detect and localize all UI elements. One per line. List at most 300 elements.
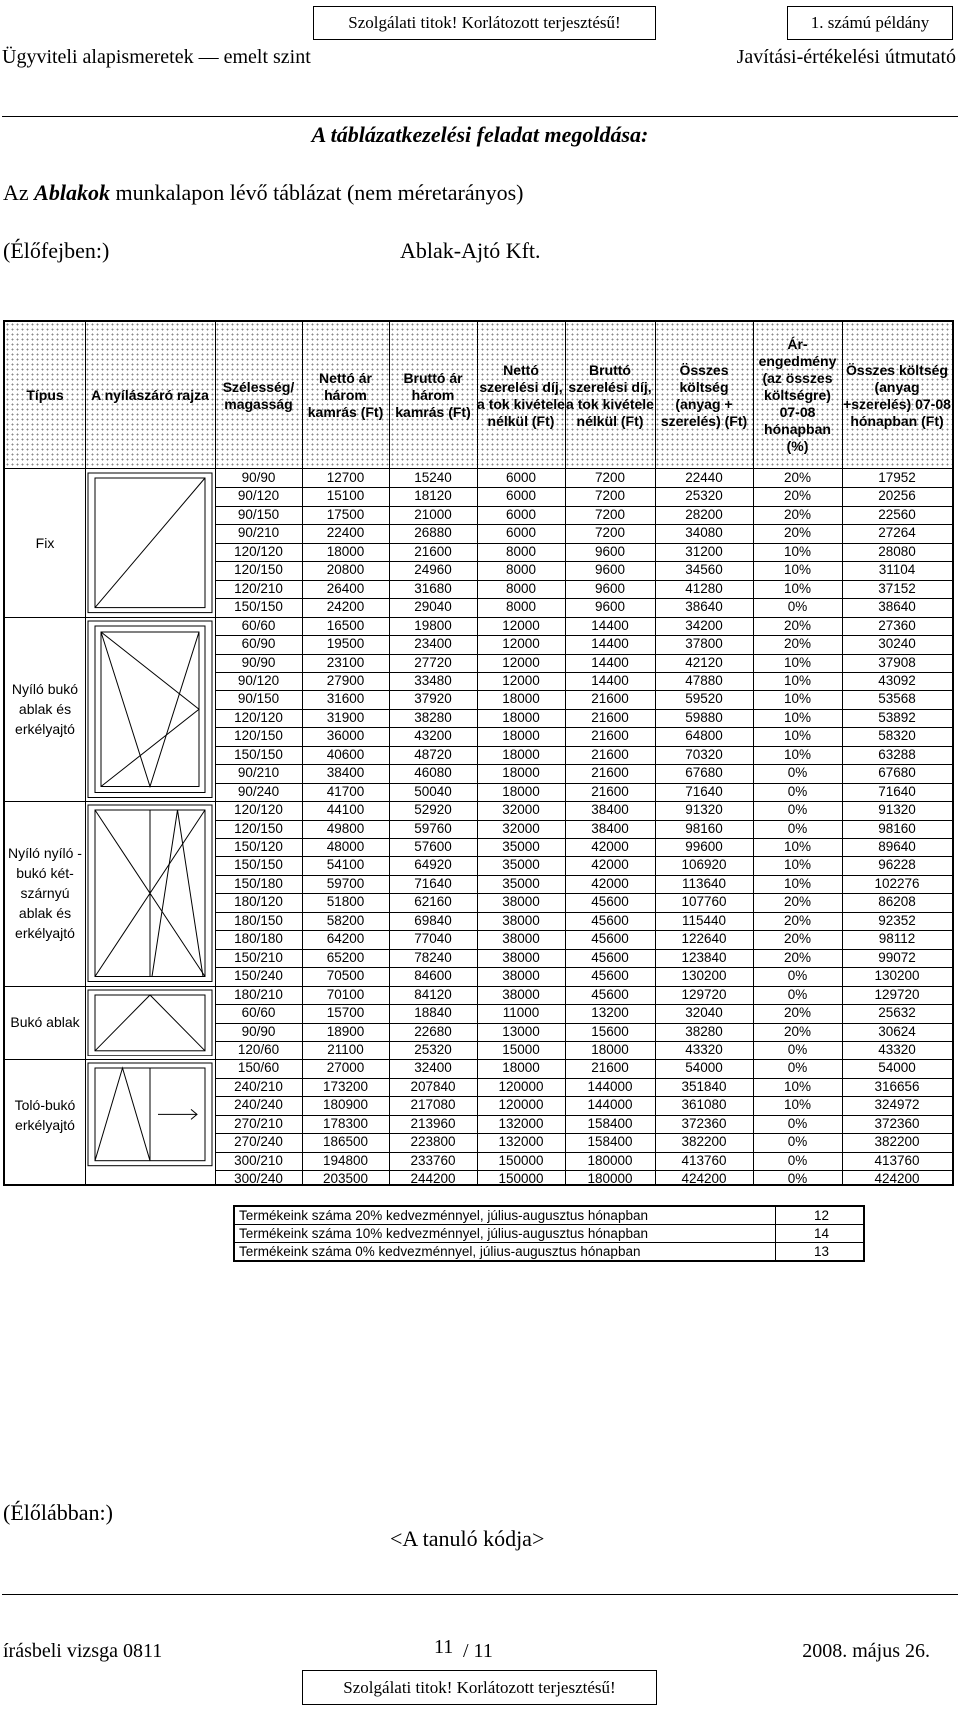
table-cell: 21600 bbox=[591, 728, 629, 744]
table-cell: 28080 bbox=[878, 543, 916, 559]
table-cell: 51800 bbox=[326, 894, 365, 910]
table-cell: 150/150 bbox=[234, 599, 283, 615]
table-cell: 413760 bbox=[874, 1152, 920, 1168]
fixed-window-drawing bbox=[87, 472, 213, 614]
table-cell: 9600 bbox=[594, 543, 626, 559]
table-cell: 0% bbox=[787, 1115, 808, 1131]
table-cell: 42000 bbox=[591, 875, 629, 891]
table-cell: 38400 bbox=[591, 802, 629, 818]
table-cell: 38280 bbox=[414, 709, 452, 725]
table-cell: 42000 bbox=[591, 839, 629, 854]
table-cell: 270/210 bbox=[234, 1115, 283, 1131]
table-cell: 37908 bbox=[878, 654, 916, 670]
table-cell: 32400 bbox=[414, 1060, 452, 1076]
table-cell: 6000 bbox=[505, 470, 537, 485]
table-cell: 38000 bbox=[502, 968, 540, 984]
table-cell: 86208 bbox=[878, 894, 916, 910]
table-cell: 63288 bbox=[878, 746, 916, 762]
table-cell: 16500 bbox=[326, 617, 365, 633]
table-cell: 64920 bbox=[414, 857, 452, 873]
table-cell: 12000 bbox=[502, 617, 540, 633]
table-cell: 107760 bbox=[681, 894, 727, 910]
task-title: A táblázatkezelési feladat megoldása: bbox=[311, 122, 649, 147]
table-cell: 6000 bbox=[505, 506, 537, 522]
summary-value: 12 bbox=[775, 1207, 867, 1225]
table-cell: 180/120 bbox=[234, 894, 283, 910]
table-cell: 20% bbox=[783, 1023, 812, 1039]
table-cell: 21100 bbox=[327, 1041, 364, 1057]
table-cell: 22440 bbox=[685, 470, 723, 485]
table-cell: 130200 bbox=[681, 968, 727, 984]
table-cell: 21600 bbox=[591, 1060, 629, 1076]
table-cell: 46080 bbox=[414, 765, 452, 781]
table-cell: 38640 bbox=[685, 599, 723, 615]
table-cell: 18000 bbox=[502, 691, 540, 707]
table-cell: 23100 bbox=[326, 654, 365, 670]
table-cell: 90/90 bbox=[241, 654, 276, 670]
table-cell: 17952 bbox=[878, 470, 916, 485]
table-cell: 52920 bbox=[414, 802, 452, 818]
table-cell: 0% bbox=[787, 783, 808, 799]
table-cell: 34080 bbox=[685, 525, 723, 541]
footer-label: (Élőlábban:) bbox=[3, 1500, 113, 1525]
table-cell: 203500 bbox=[322, 1171, 369, 1187]
table-cell: 424200 bbox=[681, 1171, 727, 1187]
table-cell: 12000 bbox=[502, 636, 540, 652]
table-cell: 27000 bbox=[326, 1060, 365, 1076]
table-cell: 35000 bbox=[502, 839, 540, 854]
table-cell: 31900 bbox=[326, 709, 365, 725]
table-cell: 144000 bbox=[587, 1097, 633, 1113]
table-cell: 20% bbox=[783, 894, 812, 910]
table-cell: 71640 bbox=[685, 783, 723, 799]
table-cell: 21600 bbox=[591, 746, 629, 762]
table-cell: 31680 bbox=[414, 580, 452, 596]
table-cell: 132000 bbox=[498, 1115, 544, 1131]
table-cell: 78240 bbox=[414, 949, 452, 965]
type-label: Nyíló nyíló -bukó két-szárnyú ablak és erkélyajtó bbox=[8, 845, 82, 942]
table-cell: 0% bbox=[787, 968, 808, 984]
table-cell: 10% bbox=[783, 1097, 812, 1113]
table-cell: 37152 bbox=[878, 580, 916, 596]
table-cell: 70500 bbox=[326, 968, 365, 984]
table-cell: 15000 bbox=[502, 1041, 540, 1057]
table-cell: 120/120 bbox=[234, 802, 283, 818]
table-cell: 27720 bbox=[414, 654, 452, 670]
table-cell: 53892 bbox=[878, 709, 916, 725]
summary-row bbox=[235, 1207, 863, 1225]
column-header: Ár-engedmény (az összes költségre) 07-08 hónapban (%) bbox=[758, 336, 837, 454]
header-rule bbox=[2, 116, 958, 117]
table-cell: 42120 bbox=[685, 654, 723, 670]
table-cell: 77040 bbox=[414, 931, 452, 947]
table-cell: 180/180 bbox=[234, 931, 283, 947]
table-cell: 178300 bbox=[322, 1115, 369, 1131]
table-cell: 48720 bbox=[414, 746, 452, 762]
table-cell: 10% bbox=[783, 875, 812, 891]
table-cell: 6000 bbox=[505, 488, 537, 504]
table-cell: 300/210 bbox=[234, 1152, 283, 1168]
table-cell: 14400 bbox=[591, 617, 629, 633]
summary-label: Termékeink száma 20% kedvezménnyel, július-augusztus hónapban bbox=[239, 1208, 648, 1223]
table-cell: 10% bbox=[783, 562, 812, 578]
column-header: Bruttó szerelési díj, a tok kivétele nélkül (Ft) bbox=[566, 361, 654, 429]
table-cell: 10% bbox=[783, 543, 812, 559]
table-cell: 13000 bbox=[502, 1023, 540, 1039]
table-cell: 31200 bbox=[685, 543, 723, 559]
table-cell: 37920 bbox=[414, 691, 452, 707]
table-cell: 0% bbox=[787, 986, 808, 1002]
subject-title: Ügyviteli alapismeretek — emelt szint bbox=[2, 46, 311, 68]
table-cell: 18000 bbox=[502, 709, 540, 725]
table-cell: 150/210 bbox=[234, 949, 283, 965]
table-cell: 14400 bbox=[591, 654, 629, 670]
table-cell: 24200 bbox=[326, 599, 365, 615]
table-cell: 7200 bbox=[594, 488, 626, 504]
table-cell: 70100 bbox=[326, 986, 365, 1002]
table-cell: 99072 bbox=[878, 949, 916, 965]
sliding-door-drawing bbox=[87, 1062, 213, 1167]
table-cell: 26400 bbox=[326, 580, 365, 596]
table-cell: 98160 bbox=[685, 820, 723, 836]
table-cell: 18000 bbox=[502, 783, 540, 799]
table-cell: 35000 bbox=[502, 857, 540, 873]
table-cell: 28200 bbox=[685, 506, 723, 522]
table-cell: 98160 bbox=[878, 820, 916, 836]
table-cell: 69840 bbox=[414, 912, 452, 928]
table-cell: 30240 bbox=[878, 636, 916, 652]
table-cell: 10% bbox=[783, 839, 812, 854]
column-header: Típus bbox=[26, 387, 64, 403]
table-cell: 20% bbox=[783, 949, 812, 965]
table-cell: 120/210 bbox=[234, 580, 283, 596]
table-cell: 84120 bbox=[414, 986, 452, 1002]
table-cell: 43092 bbox=[878, 672, 916, 688]
summary-value: 14 bbox=[775, 1225, 867, 1243]
tilt-window-drawing bbox=[87, 989, 213, 1057]
table-cell: 240/240 bbox=[234, 1097, 283, 1113]
table-cell: 10% bbox=[783, 1078, 812, 1094]
column-header: Összes költség (anyag + szerelés) (Ft) bbox=[660, 361, 748, 429]
table-cell: 372360 bbox=[874, 1115, 920, 1131]
summary-row bbox=[235, 1243, 863, 1261]
table-cell: 13200 bbox=[591, 1005, 629, 1021]
table-cell: 15240 bbox=[414, 470, 452, 485]
table-cell: 31104 bbox=[878, 562, 916, 578]
table-cell: 382200 bbox=[681, 1134, 727, 1150]
page-total: / 11 bbox=[463, 1640, 493, 1662]
table-cell: 27264 bbox=[878, 525, 916, 541]
table-cell: 21600 bbox=[414, 543, 452, 559]
table-cell: 10% bbox=[783, 709, 812, 725]
table-cell: 14400 bbox=[591, 636, 629, 652]
table-cell: 38000 bbox=[502, 912, 540, 928]
table-cell: 120000 bbox=[498, 1078, 544, 1094]
table-cell: 150/120 bbox=[234, 839, 283, 854]
table-cell: 324972 bbox=[874, 1097, 920, 1113]
table-cell: 64800 bbox=[685, 728, 723, 744]
table-cell: 92352 bbox=[878, 912, 916, 928]
table-cell: 14400 bbox=[591, 672, 629, 688]
table-cell: 0% bbox=[787, 1152, 808, 1168]
table-cell: 43200 bbox=[414, 728, 452, 744]
table-cell: 38640 bbox=[878, 599, 916, 615]
table-cell: 96228 bbox=[878, 857, 916, 873]
table-cell: 21600 bbox=[591, 709, 629, 725]
table-cell: 90/210 bbox=[237, 765, 280, 781]
table-cell: 98112 bbox=[878, 931, 916, 947]
table-cell: 129720 bbox=[681, 986, 727, 1002]
table-cell: 316656 bbox=[874, 1078, 920, 1094]
type-label: Fix bbox=[35, 534, 55, 551]
table-cell: 22680 bbox=[414, 1023, 452, 1039]
table-cell: 18120 bbox=[414, 488, 452, 504]
table-cell: 35000 bbox=[502, 875, 540, 891]
table-cell: 115440 bbox=[681, 912, 727, 928]
table-row bbox=[5, 1170, 952, 1188]
header-label: (Élőfejben:) bbox=[3, 238, 110, 263]
confidential-stamp-top: Szolgálati titok! Korlátozott terjesztésű! bbox=[313, 6, 656, 40]
table-cell: 89640 bbox=[878, 839, 916, 854]
table-cell: 11000 bbox=[502, 1005, 540, 1021]
table-cell: 10% bbox=[783, 691, 812, 707]
table-cell: 0% bbox=[787, 820, 808, 836]
table-cell: 244200 bbox=[410, 1171, 456, 1187]
table-cell: 36000 bbox=[326, 728, 365, 744]
table-cell: 19800 bbox=[414, 617, 452, 633]
table-cell: 21600 bbox=[591, 765, 629, 781]
table-cell: 7200 bbox=[594, 506, 626, 522]
table-cell: 6000 bbox=[505, 525, 537, 541]
table-cell: 38000 bbox=[502, 931, 540, 947]
table-cell: 120/120 bbox=[234, 709, 283, 725]
table-cell: 49800 bbox=[326, 820, 365, 836]
table-cell: 180/210 bbox=[234, 986, 283, 1002]
table-cell: 10% bbox=[783, 746, 812, 762]
table-cell: 45600 bbox=[591, 986, 629, 1002]
table-cell: 18840 bbox=[414, 1005, 452, 1021]
table-cell: 64200 bbox=[326, 931, 365, 947]
table-cell: 29040 bbox=[414, 599, 452, 615]
table-cell: 18000 bbox=[502, 746, 540, 762]
table-cell: 158400 bbox=[587, 1115, 633, 1131]
table-cell: 90/150 bbox=[237, 691, 280, 707]
table-cell: 20% bbox=[783, 1005, 812, 1021]
table-cell: 59760 bbox=[414, 820, 452, 836]
table-cell: 207840 bbox=[410, 1078, 456, 1094]
table-cell: 213960 bbox=[410, 1115, 456, 1131]
table-cell: 60/90 bbox=[241, 636, 276, 652]
table-cell: 20% bbox=[783, 931, 812, 947]
table-cell: 54000 bbox=[685, 1060, 723, 1076]
table-cell: 0% bbox=[787, 599, 808, 615]
table-cell: 0% bbox=[787, 1134, 808, 1150]
table-cell: 90/210 bbox=[237, 525, 280, 541]
table-cell: 34200 bbox=[685, 617, 723, 633]
table-cell: 45600 bbox=[591, 949, 629, 965]
table-cell: 0% bbox=[787, 1060, 808, 1076]
exam-label: írásbeli vizsga 0811 bbox=[3, 1640, 163, 1662]
table-cell: 150/180 bbox=[234, 875, 283, 891]
table-cell: 300/240 bbox=[234, 1171, 283, 1187]
table-cell: 18000 bbox=[502, 765, 540, 781]
table-cell: 194800 bbox=[322, 1152, 369, 1168]
table-cell: 361080 bbox=[681, 1097, 727, 1113]
table-cell: 70320 bbox=[685, 746, 723, 762]
table-cell: 91320 bbox=[878, 802, 916, 818]
table-cell: 12000 bbox=[502, 672, 540, 688]
table-cell: 21000 bbox=[414, 506, 452, 522]
table-cell: 0% bbox=[787, 802, 808, 818]
table-cell: 40600 bbox=[326, 746, 365, 762]
table-cell: 90/120 bbox=[237, 488, 280, 504]
table-cell: 30624 bbox=[878, 1023, 916, 1039]
table-cell: 120000 bbox=[498, 1097, 544, 1113]
table-cell: 27360 bbox=[878, 617, 916, 633]
table-cell: 62160 bbox=[414, 894, 452, 910]
table-cell: 25320 bbox=[414, 1041, 452, 1057]
table-cell: 150000 bbox=[498, 1171, 544, 1187]
type-label: Bukó ablak bbox=[10, 1014, 80, 1031]
table-cell: 41700 bbox=[326, 783, 365, 799]
table-cell: 21600 bbox=[591, 691, 629, 707]
table-cell: 113640 bbox=[681, 875, 727, 891]
table-cell: 351840 bbox=[681, 1078, 727, 1094]
table-cell: 173200 bbox=[322, 1078, 369, 1094]
table-cell: 23400 bbox=[414, 636, 452, 652]
table-cell: 38400 bbox=[326, 765, 365, 781]
table-cell: 43320 bbox=[878, 1041, 916, 1057]
table-cell: 60/60 bbox=[241, 1005, 276, 1021]
table-cell: 8000 bbox=[505, 599, 537, 615]
table-cell: 54000 bbox=[878, 1060, 916, 1076]
summary-label: Termékeink száma 10% kedvezménnyel, július-augusztus hónapban bbox=[239, 1226, 648, 1241]
table-cell: 120/150 bbox=[234, 728, 283, 744]
table-cell: 21600 bbox=[591, 783, 629, 799]
table-cell: 38400 bbox=[591, 820, 629, 836]
table-cell: 10% bbox=[783, 857, 812, 873]
column-header: Összes költség (anyag +szerelés) 07-08 hónapban (Ft) bbox=[843, 361, 951, 429]
table-cell: 413760 bbox=[681, 1152, 727, 1168]
table-cell: 130200 bbox=[874, 968, 920, 984]
table-cell: 99600 bbox=[685, 839, 723, 854]
table-cell: 38000 bbox=[502, 949, 540, 965]
table-cell: 102276 bbox=[874, 875, 920, 891]
footer-rule bbox=[2, 1594, 958, 1595]
table-cell: 120/150 bbox=[234, 562, 283, 578]
table-cell: 19500 bbox=[326, 636, 365, 652]
table-cell: 9600 bbox=[594, 562, 626, 578]
type-label: Nyíló bukó ablak és erkélyajtó bbox=[11, 680, 79, 737]
table-cell: 25320 bbox=[685, 488, 723, 504]
table-cell: 45600 bbox=[591, 912, 629, 928]
table-cell: 41280 bbox=[685, 580, 723, 596]
table-cell: 90/90 bbox=[241, 1023, 276, 1039]
summary-row bbox=[235, 1225, 863, 1243]
table-cell: 382200 bbox=[874, 1134, 920, 1150]
table-cell: 45600 bbox=[591, 894, 629, 910]
table-cell: 150/60 bbox=[237, 1060, 280, 1076]
table-cell: 42000 bbox=[591, 857, 629, 873]
summary-label: Termékeink száma 0% kedvezménnyel, július-augusztus hónapban bbox=[239, 1244, 641, 1259]
table-cell: 43320 bbox=[685, 1041, 723, 1057]
table-cell: 15700 bbox=[326, 1005, 365, 1021]
column-header: Nettó szerelési díj, a tok kivétele nélkül (Ft) bbox=[477, 361, 565, 429]
table-cell: 120/60 bbox=[237, 1041, 280, 1057]
table-cell: 180000 bbox=[587, 1152, 633, 1168]
table-cell: 27900 bbox=[326, 672, 365, 688]
table-cell: 223800 bbox=[410, 1134, 456, 1150]
table-cell: 90/240 bbox=[237, 783, 280, 799]
table-cell: 180900 bbox=[322, 1097, 369, 1113]
table-cell: 20256 bbox=[878, 488, 916, 504]
table-cell: 53568 bbox=[878, 691, 916, 707]
confidential-stamp-bottom: Szolgálati titok! Korlátozott terjesztésű! bbox=[302, 1670, 657, 1705]
table-cell: 186500 bbox=[322, 1134, 369, 1150]
table-cell: 44100 bbox=[326, 802, 365, 818]
table-cell: 10% bbox=[783, 672, 812, 688]
table-cell: 15100 bbox=[326, 488, 365, 504]
table-cell: 31600 bbox=[326, 691, 365, 707]
table-cell: 84600 bbox=[414, 968, 452, 984]
exam-date: 2008. május 26. bbox=[802, 1640, 930, 1662]
table-cell: 10% bbox=[783, 654, 812, 670]
table-cell: 48000 bbox=[326, 839, 365, 854]
table-cell: 45600 bbox=[591, 968, 629, 984]
table-cell: 50040 bbox=[414, 783, 452, 799]
table-cell: 129720 bbox=[874, 986, 920, 1002]
table-cell: 90/150 bbox=[237, 506, 280, 522]
footer-value: <A tanuló kódja> bbox=[390, 1526, 545, 1551]
table-cell: 17500 bbox=[326, 506, 365, 522]
table-cell: 90/120 bbox=[237, 672, 280, 688]
table-cell: 7200 bbox=[594, 525, 626, 541]
double-sash-window-drawing bbox=[87, 804, 213, 983]
table-cell: 60/60 bbox=[241, 617, 276, 633]
table-cell: 18000 bbox=[591, 1041, 629, 1057]
table-cell: 8000 bbox=[505, 543, 537, 559]
table-cell: 71640 bbox=[414, 875, 452, 891]
header-value: Ablak-Ajtó Kft. bbox=[400, 238, 541, 263]
table-cell: 20% bbox=[783, 525, 812, 541]
table-cell: 217080 bbox=[410, 1097, 456, 1113]
table-cell: 0% bbox=[787, 1171, 808, 1187]
table-cell: 150/150 bbox=[234, 746, 283, 762]
table-cell: 90/90 bbox=[241, 470, 276, 485]
table-cell: 122640 bbox=[681, 931, 727, 947]
table-cell: 120/120 bbox=[234, 543, 283, 559]
table-cell: 54100 bbox=[326, 857, 365, 873]
table-cell: 15600 bbox=[591, 1023, 629, 1039]
table-cell: 123840 bbox=[681, 949, 727, 965]
table-cell: 38280 bbox=[685, 1023, 723, 1039]
table-cell: 233760 bbox=[410, 1152, 456, 1168]
summary-table bbox=[233, 1205, 865, 1262]
intro-text: Az Ablakok munkalapon lévő táblázat (nem méretarányos) bbox=[3, 180, 524, 205]
table-cell: 10% bbox=[783, 580, 812, 596]
table-cell: 8000 bbox=[505, 562, 537, 578]
table-cell: 20% bbox=[783, 506, 812, 522]
table-cell: 9600 bbox=[594, 580, 626, 596]
table-cell: 37800 bbox=[685, 636, 723, 652]
table-cell: 67680 bbox=[878, 765, 916, 781]
summary-value: 13 bbox=[775, 1243, 867, 1261]
table-cell: 372360 bbox=[681, 1115, 727, 1131]
table-cell: 65200 bbox=[326, 949, 365, 965]
table-cell: 47880 bbox=[685, 672, 723, 688]
table-cell: 58320 bbox=[878, 728, 916, 744]
table-cell: 20800 bbox=[326, 562, 365, 578]
